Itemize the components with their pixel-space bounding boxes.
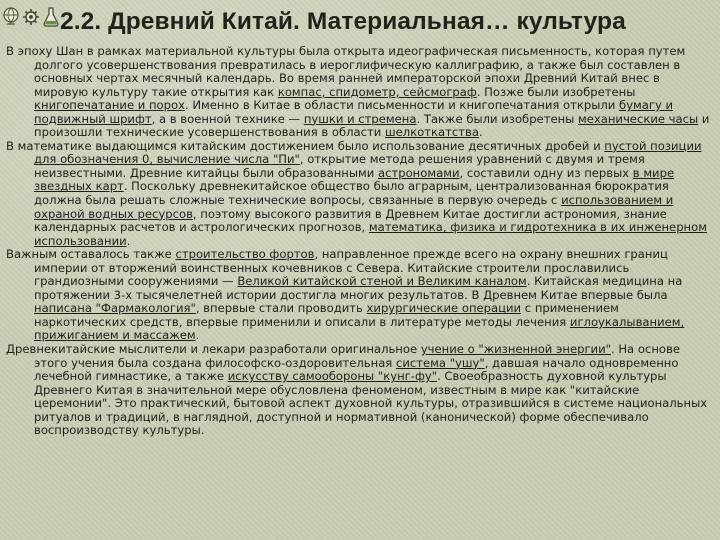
slide-title: 2.2. Древний Китай. Материальная… культура <box>60 8 626 35</box>
paragraph-2 <box>6 140 711 248</box>
paragraph-text: . Своеобразность духовной культуры Древнего Китая в значительной мере обусловлена феноменом, известным в мире как "китайские церемонии". Это практический, бытовой аспект духовной культуры, отразившийся в системе национальных ритуалов и традиций, в наглядной, доступной и нормативной (канонической) форме обеспечивало воспроизводству культуры. <box>34 369 708 438</box>
underlined-term: система "ушу" <box>395 355 485 370</box>
underlined-term: шелкоткатства <box>385 125 479 140</box>
underlined-term: пушки и стремена <box>303 111 417 126</box>
paragraph-text: и произошли технические усовершенствования в области <box>34 111 710 140</box>
paragraph-text: с применением наркотических средств, впервые применили и описали в литературе методы лечения <box>34 301 619 329</box>
paragraph-text: , поэтому высокого развития в Древнем Китае достигли астрономия, знание календарных расчетов и астрологических прогнозов, <box>34 206 667 235</box>
paragraph-1 <box>6 45 711 140</box>
underlined-term: астрономами <box>378 165 460 180</box>
title-icons <box>2 2 64 32</box>
underlined-term: использованием и охраной водных ресурсов <box>34 193 674 221</box>
paragraph-text: . Также были изобретены <box>416 111 578 126</box>
paragraph-3 <box>6 248 711 343</box>
underlined-term: бумагу и подвижный шрифт <box>34 98 674 126</box>
underlined-term: математика, физика и гидротехника в их инженерном использовании <box>34 220 707 248</box>
underlined-term: книгопечатание и порох <box>34 98 185 113</box>
underlined-term: строительство фортов <box>175 247 315 262</box>
underlined-term: иглоукалыванием, прижиганием и массажем <box>34 314 685 343</box>
paragraph-text: , а в военной технике — <box>151 111 304 126</box>
paragraph-text: . Позже были изобретены <box>476 84 636 99</box>
flask-icon <box>42 5 60 29</box>
underlined-term: компас, спидометр, сейсмограф <box>277 84 477 99</box>
underlined-term: хирургические операции <box>366 301 522 316</box>
underlined-term: механические часы <box>578 111 699 126</box>
paragraph-text: Древнекитайские мыслители и лекари разработали оригинальное <box>6 342 421 357</box>
paragraph-text: . <box>195 328 200 343</box>
underlined-term: в мире звездных карт <box>34 165 675 194</box>
underlined-term: написана "Фармакология" <box>34 301 196 316</box>
paragraph-text: . Поскольку древнекитайское общество было аграрным, централизованная бюрократия должна была решать сложные технические вопросы, связанные в первую очередь с <box>34 179 669 208</box>
paragraph-text: Важным оставалось также <box>6 247 176 262</box>
paragraph-text: , давшая начало одновременно лечебной гимнастике, а также <box>34 355 679 384</box>
paragraph-text: В эпоху Шан в рамках материальной культуры была открыта идеографическая письменность, которая путем долгого усовершенствования превратилась в иероглифическую каллиграфию, а также был составлен в основных чертах месячный календарь. Во время ранней императорской эпохи Древний Китай внес в мировую культуру такие открытия как <box>6 44 686 99</box>
paragraph-text: . <box>126 233 131 248</box>
paragraph-text: , составили одну из первых <box>459 165 633 180</box>
paragraph-text: . <box>478 125 483 140</box>
paragraph-text: , впервые стали проводить <box>195 301 367 316</box>
paragraph-text: . Китайская медицина на протяжении 3-х тысячелетней истории достигла многих результатов. В Древнем Китае впервые была <box>34 274 683 302</box>
paragraph-text: В математике выдающимся китайским достижением было использование десятичных дробей и <box>6 138 605 153</box>
underlined-term: искусству самообороны "кунг-фу" <box>227 369 438 384</box>
underlined-term: пустой позиции для обозначения 0, вычисление числа "Пи" <box>34 138 702 167</box>
paragraph-text: . На основе этого учения была создана философско-оздоровительная <box>34 342 680 370</box>
paragraph-text: , открытие метода решения уравнений с двумя и тремя неизвестными. Древние китайцы были образованными <box>34 152 645 180</box>
paragraph-4 <box>6 343 711 438</box>
slide-body <box>6 45 711 537</box>
paragraph-text: , направленное прежде всего на охрану внешних границ империи от вторжений воинственных кочевников с Севера. Китайские строители прославились грандиозными сооружениями — <box>34 247 668 289</box>
paragraph-text: . Именно в Китае в области письменности и книгопечатания открыли <box>184 98 620 113</box>
underlined-term: Великой китайской стеной и Великим каналом <box>237 274 527 289</box>
underlined-term: учение о "жизненной энергии" <box>420 342 611 357</box>
gear-icon <box>22 5 40 29</box>
globe-icon <box>2 5 20 29</box>
